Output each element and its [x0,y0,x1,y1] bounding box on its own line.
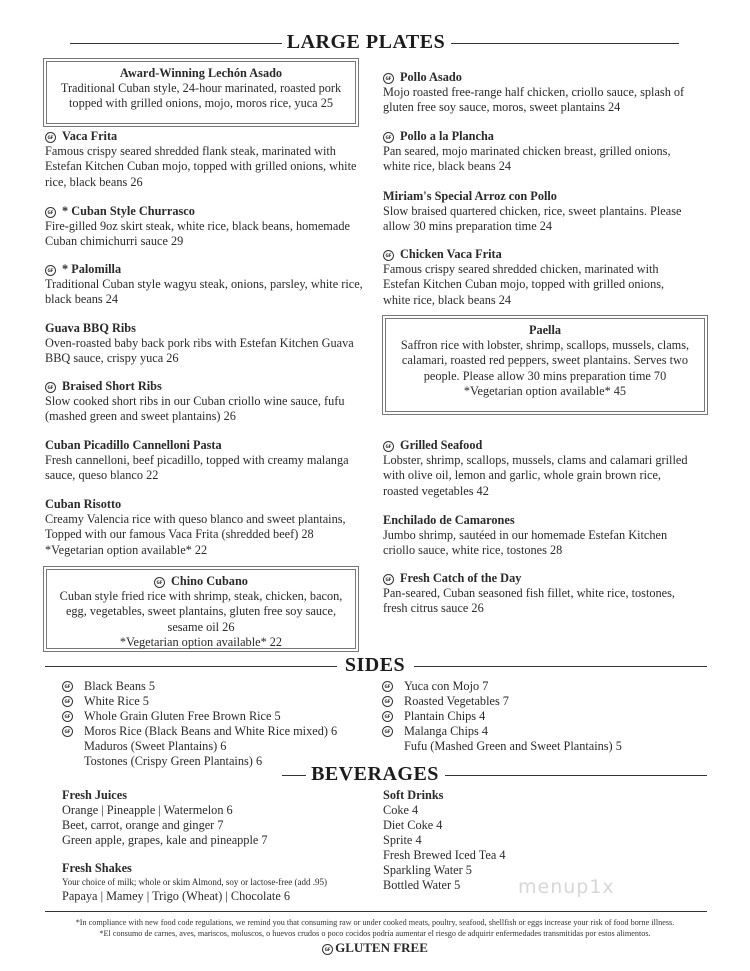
menu-item-arroz-pollo [383,189,693,235]
heading-rule-left [282,775,306,776]
gluten-free-icon: GF [45,265,56,276]
gluten-free-icon: GF [382,711,393,722]
enchilado-name: Enchilado de Camarones [383,513,515,527]
list-item: Orange | Pineapple | Watermelon 6 [62,803,233,817]
gluten-free-icon: GF [322,944,333,955]
side-label: Malanga Chips 4 [404,724,489,738]
list-item [382,694,622,709]
menu-item-pollo-asado [383,70,693,116]
list-item [382,724,622,739]
vaca-frita-name: Vaca Frita [62,129,118,143]
side-label: Fufu (Mashed Green and Sweet Plantains) 5 [404,739,622,753]
list-item: Sparkling Water 5 [383,863,472,877]
soft-drinks-title: Soft Drinks [383,788,444,802]
menu-item-guava-ribs [45,321,365,367]
cannelloni-name: Cuban Picadillo Cannelloni Pasta [45,438,222,452]
menu-item-vaca-frita [45,129,365,190]
gluten-free-icon: GF [383,441,394,452]
gluten-free-icon: GF [62,726,73,737]
list-item [382,709,622,724]
chino-name: Chino Cubano [171,574,248,588]
list-item [62,724,337,739]
list-item: Coke 4 [383,803,419,817]
guava-ribs-name: Guava BBQ Ribs [45,321,136,335]
large-plates-heading: LARGE PLATES [286,31,446,53]
list-item: Sprite 4 [383,833,422,847]
pollo-asado-desc: Mojo roasted free-range half chicken, criollo sauce, splash of gluten free soy sauce, moros, sweet plantains 24 [383,85,685,115]
fresh-shakes-section [62,861,327,904]
gluten-free-icon: GF [62,696,73,707]
list-item [382,679,622,694]
side-label: Plantain Chips 4 [404,709,486,723]
chino-veg-note: *Vegetarian option available* 22 [119,634,283,649]
fresh-juices-title: Fresh Juices [62,788,128,802]
gluten-free-legend [0,940,750,956]
menu-item-pollo-plancha [383,129,693,175]
list-item: Bottled Water 5 [383,878,461,892]
watermark-logo: menup1x [518,876,615,898]
gluten-free-icon: GF [62,711,73,722]
paella-veg-note: *Vegetarian option available* 45 [463,383,627,398]
arroz-pollo-name: Miriam's Special Arroz con Pollo [383,189,557,203]
side-label: Black Beans 5 [84,679,156,693]
risotto-desc: Creamy Valencia rice with queso blanco and sweet plantains, Topped with our famous Vaca Frita (shredded beef) 28 [45,512,346,542]
heading-rule-right [414,666,707,667]
menu-item-risotto [45,497,365,558]
chicken-vaca-name: Chicken Vaca Frita [400,247,502,261]
grilled-seafood-desc: Lobster, shrimp, scallops, mussels, clams and calamari grilled with olive oil, lemon and garlic, whole grain brown rice, roasted vegetables 42 [383,453,688,498]
list-item: Fresh Brewed Iced Tea 4 [383,848,506,862]
heading-rule-left [45,666,337,667]
heading-rule-right [451,43,679,44]
list-item [382,739,622,754]
short-ribs-desc: Slow cooked short ribs in our Cuban criollo wine sauce, fufu (mashed green and sweet plantains) 26 [45,394,345,424]
enchilado-desc: Jumbo shrimp, sautéed in our homemade Estefan Kitchen criollo sauce, white rice, tostones 28 [383,528,668,558]
menu-item-short-ribs [45,379,365,425]
palomilla-name: * Palomilla [62,262,122,276]
heading-rule-right [445,775,707,776]
chino-desc: Cuban style fried rice with shrimp, steak, chicken, bacon, egg, vegetables, sweet plantains, gluten free soy sauce, sesame oil 26 [59,589,343,634]
short-ribs-name: Braised Short Ribs [62,379,162,393]
churrasco-name: * Cuban Style Churrasco [62,204,195,218]
pollo-plancha-desc: Pan seared, mojo marinated chicken breast, grilled onions, white rice, black beans 24 [383,144,671,174]
side-label: Maduros (Sweet Plantains) 6 [84,739,227,753]
menu-item-chicken-vaca [383,247,693,308]
footnote-spanish: *El consumo de carnes, aves, mariscos, moluscos, o huevos crudos o poco cocidos podría aumentar el riesgo de adquirir enfermedades transmitidas por estos alimentos. [99,929,651,938]
menu-item-cannelloni [45,438,365,484]
chino-box [46,569,356,649]
beverages-heading: BEVERAGES [311,763,439,785]
list-item [62,694,337,709]
list-item [62,754,337,769]
arroz-pollo-desc: Slow braised quartered chicken, rice, sweet plantains. Please allow 30 mins preparation time 24 [383,204,682,234]
side-label: Whole Grain Gluten Free Brown Rice 5 [84,709,281,723]
side-label: White Rice 5 [84,694,149,708]
menu-item-churrasco [45,204,365,250]
sides-right-list [382,679,622,754]
fresh-shakes-note: Your choice of milk; whole or skim Almond, soy or lactose-free (add .95) [62,877,328,887]
side-label: Yuca con Mojo 7 [404,679,489,693]
gluten-free-icon: GF [383,574,394,585]
risotto-veg-note: *Vegetarian option available* 22 [45,542,208,557]
pollo-plancha-name: Pollo a la Plancha [400,129,494,143]
vaca-frita-desc: Famous crispy seared shredded flank steak, marinated with Estefan Kitchen Cuban mojo, topped with grilled onions, white rice, black beans 26 [45,144,357,189]
gluten-free-icon: GF [382,696,393,707]
list-item: Diet Coke 4 [383,818,443,832]
lechon-name: Award-Winning Lechón Asado [119,66,283,80]
paella-box [385,318,705,412]
churrasco-desc: Fire-gilled 9oz skirt steak, white rice, black beans, homemade Cuban chimichurri sauce 29 [45,219,350,249]
cannelloni-desc: Fresh cannelloni, beef picadillo, topped with creamy malanga sauce, queso blanco 22 [45,453,349,483]
list-item [62,739,337,754]
guava-ribs-desc: Oven-roasted baby back pork ribs with Estefan Kitchen Guava BBQ sauce, crispy yuca 26 [45,336,354,366]
list-item [62,679,337,694]
footnote-english: *In compliance with new food code regulations, we remind you that consuming raw or under cooked meats, poultry, seafood, shellfish or eggs increase your risk of food borne illness. [75,918,675,927]
menu-item-grilled-seafood [383,438,697,499]
menu-item-fresh-catch [383,571,697,617]
chicken-vaca-desc: Famous crispy seared shredded chicken, marinated with Estefan Kitchen Cuban mojo, topped with grilled onions, white rice, black beans 24 [383,262,665,307]
gluten-free-icon: GF [154,577,165,588]
fresh-shakes-title: Fresh Shakes [62,861,132,875]
sides-heading: SIDES [344,654,406,676]
gluten-free-icon: GF [45,382,56,393]
lechon-box [46,61,356,124]
gluten-free-icon: GF [383,73,394,84]
grilled-seafood-name: Grilled Seafood [400,438,483,452]
paella-name: Paella [528,323,562,337]
gluten-free-icon: GF [45,132,56,143]
lechon-desc: Traditional Cuban style, 24-hour marinated, roasted pork topped with grilled onions, mojo, moros rice, yuca 25 [60,81,342,111]
list-item [62,709,337,724]
gluten-free-icon: GF [382,726,393,737]
gluten-free-icon: GF [383,132,394,143]
list-item: Beet, carrot, orange and ginger 7 [62,818,224,832]
fresh-juices-section [62,788,268,848]
paella-desc: Saffron rice with lobster, shrimp, scallops, mussels, clams, calamari, roasted red peppers, sweet plantains. Serves two people. Please allow 30 mins preparation time 70 [400,338,690,383]
side-label: Roasted Vegetables 7 [404,694,509,708]
menu-item-enchilado [383,513,683,559]
soft-drinks-section [383,788,506,893]
fresh-catch-name: Fresh Catch of the Day [400,571,522,585]
gluten-free-icon: GF [382,681,393,692]
list-item: Green apple, grapes, kale and pineapple 7 [62,833,268,847]
risotto-name: Cuban Risotto [45,497,122,511]
heading-rule-left [70,43,282,44]
menu-item-palomilla [45,262,365,308]
gluten-free-icon: GF [383,250,394,261]
sides-left-list [62,679,337,769]
side-label: Moros Rice (Black Beans and White Rice mixed) 6 [84,724,338,738]
side-label: Tostones (Crispy Green Plantains) 6 [84,754,263,768]
fresh-catch-desc: Pan-seared, Cuban seasoned fish fillet, white rice, tostones, fresh citrus sauce 26 [383,586,675,616]
palomilla-desc: Traditional Cuban style wagyu steak, onions, parsley, white rice, black beans 24 [45,277,363,307]
gluten-free-icon: GF [62,681,73,692]
gluten-free-label: GLUTEN FREE [335,940,428,955]
gluten-free-icon: GF [45,207,56,218]
list-item: Papaya | Mamey | Trigo (Wheat) | Chocolate 6 [62,889,290,903]
pollo-asado-name: Pollo Asado [400,70,462,84]
footer-divider [45,911,707,912]
